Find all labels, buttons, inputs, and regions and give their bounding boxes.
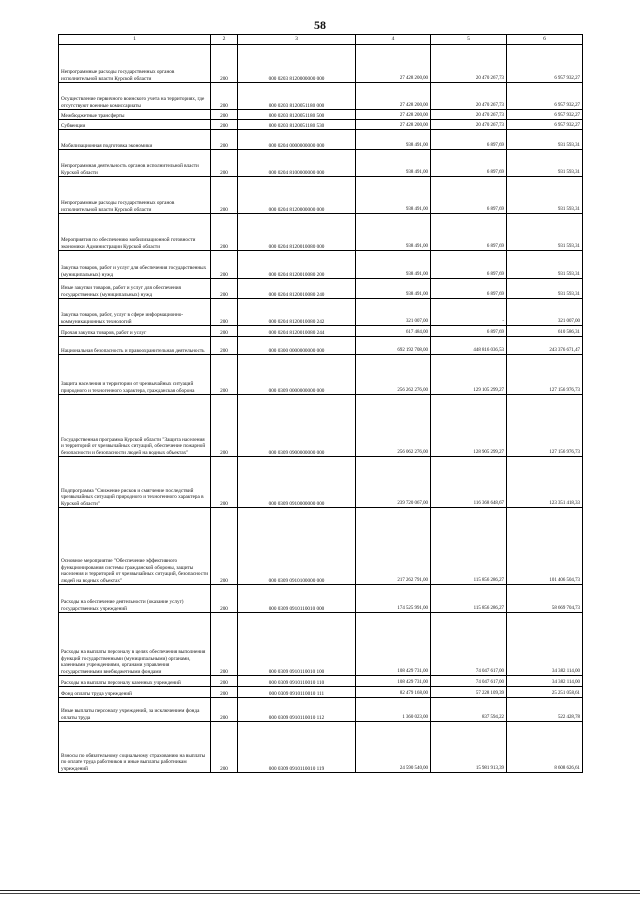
row-line-code-cell: 200 [211,214,238,251]
row-approved-cell: 217 262 791,00 [356,508,431,585]
table-row [59,110,583,120]
row-line-code-cell: 200 [211,279,238,299]
row-name-cell: Прочая закупка товаров, работ и услуг [59,326,211,337]
row-approved-cell: 938 491,00 [356,130,431,150]
row-name-cell: Мобилизационная подготовка экономики [59,130,211,150]
table-row [59,722,583,773]
row-budget-code-cell: 000 0204 8100000000 000 [238,150,356,177]
table-row [59,299,583,326]
table-row [59,130,583,150]
row-budget-code-cell: 000 0309 0910110010 100 [238,613,356,676]
row-name-cell: Расходы на выплаты персоналу в целях обеспечения выполнения функций государственными (муниципальными) органами, казенными учреждениями, органами управления государственными внебюджетными фондами [59,613,211,676]
row-line-code-cell: 200 [211,355,238,395]
row-approved-cell: 27 428 200,00 [356,110,431,120]
row-remaining-cell: 610 586,31 [507,326,583,337]
row-executed-cell: 115 856 286,27 [431,585,507,613]
row-name-cell: Непрограммная деятельность органов исполнительной власти Курской области [59,150,211,177]
row-name-cell: Субвенции [59,120,211,130]
table-row [59,687,583,698]
row-line-code-cell: 200 [211,722,238,773]
row-approved-cell: 27 428 200,00 [356,120,431,130]
row-remaining-cell: 931 593,31 [507,251,583,279]
row-line-code-cell: 200 [211,337,238,355]
row-remaining-cell: 8 608 626,61 [507,722,583,773]
row-approved-cell: 239 720 067,00 [356,457,431,508]
table-row [59,177,583,214]
row-line-code-cell: 200 [211,110,238,120]
row-line-code-cell: 200 [211,177,238,214]
row-remaining-cell: 243 376 671,47 [507,337,583,355]
row-approved-cell: 82 479 168,00 [356,687,431,698]
row-name-cell: Основное мероприятие "Обеспечение эффективного функционирования системы гражданской обороны, защиты населения и территорий от чрезвычайных ситуаций, безопасности людей на водных объектах" [59,508,211,585]
row-executed-cell: 20 470 267,73 [431,110,507,120]
row-name-cell: Иные закупки товаров, работ и услуг для обеспечения государственных (муниципальных) нужд [59,279,211,299]
row-remaining-cell: 321 007,00 [507,299,583,326]
row-approved-cell: 617 484,00 [356,326,431,337]
row-executed-cell: 128 905 299,27 [431,395,507,457]
row-budget-code-cell: 000 0309 0910000000 000 [238,457,356,508]
row-budget-code-cell: 000 0309 0910110010 112 [238,698,356,722]
table-row [59,676,583,687]
row-approved-cell: 108 429 731,00 [356,676,431,687]
row-name-cell: Национальная безопасность и правоохранительная деятельность [59,337,211,355]
row-line-code-cell: 200 [211,299,238,326]
row-name-cell: Иные выплаты персоналу учреждений, за исключением фонда оплаты труда [59,698,211,722]
table-row [59,698,583,722]
row-executed-cell: 20 470 267,73 [431,45,507,83]
row-executed-cell: 6 897,69 [431,130,507,150]
page-number: 58 [314,18,326,32]
row-executed-cell: 6 897,69 [431,279,507,299]
row-remaining-cell: 58 669 704,73 [507,585,583,613]
row-executed-cell: - [431,299,507,326]
row-remaining-cell: 931 593,31 [507,214,583,251]
row-remaining-cell: 6 957 932,27 [507,120,583,130]
row-name-cell: Осуществление первичного воинского учета на территориях, где отсутствуют военные комиссариаты [59,83,211,110]
row-executed-cell: 116 368 648,67 [431,457,507,508]
row-remaining-cell: 931 593,31 [507,130,583,150]
row-name-cell: Подпрограмма "Снижение рисков и смягчение последствий чрезвычайных ситуаций природного и техногенного характера в Курской области" [59,457,211,508]
row-remaining-cell: 931 593,31 [507,279,583,299]
row-executed-cell: 20 470 267,73 [431,83,507,110]
row-budget-code-cell: 000 0309 0910110010 119 [238,722,356,773]
row-line-code-cell: 200 [211,687,238,698]
table-row [59,120,583,130]
row-remaining-cell: 34 382 114,00 [507,676,583,687]
budget-table-sheet [58,34,582,773]
row-budget-code-cell: 000 0203 8120000000 000 [238,45,356,83]
row-executed-cell: 74 047 617,00 [431,613,507,676]
row-line-code-cell: 200 [211,457,238,508]
row-executed-cell: 6 897,69 [431,177,507,214]
column-header: 5 [431,35,507,45]
table-row [59,83,583,110]
row-approved-cell: 321 007,00 [356,299,431,326]
row-remaining-cell: 6 957 932,27 [507,110,583,120]
row-line-code-cell: 200 [211,251,238,279]
row-approved-cell: 27 428 200,00 [356,45,431,83]
table-row [59,355,583,395]
row-budget-code-cell: 000 0309 0000000000 000 [238,355,356,395]
row-budget-code-cell: 000 0309 0910100000 000 [238,508,356,585]
row-remaining-cell: 101 406 504,73 [507,508,583,585]
row-line-code-cell: 200 [211,83,238,110]
row-approved-cell: 27 428 200,00 [356,83,431,110]
row-budget-code-cell: 000 0204 8120010080 244 [238,326,356,337]
row-approved-cell: 938 491,00 [356,177,431,214]
row-name-cell: Мероприятия по обеспечению мобилизационной готовности экономики Администрации Курской области [59,214,211,251]
row-approved-cell: 692 192 708,00 [356,337,431,355]
row-approved-cell: 24 590 540,00 [356,722,431,773]
row-budget-code-cell: 000 0204 8120010080 240 [238,279,356,299]
row-budget-code-cell: 000 0204 8120010080 200 [238,251,356,279]
row-remaining-cell: 127 156 976,73 [507,355,583,395]
row-budget-code-cell: 000 0309 0910110010 000 [238,585,356,613]
bottom-divider [0,893,640,894]
row-name-cell: Закупка товаров, работ и услуг для обеспечения государственных (муниципальных) нужд [59,251,211,279]
row-executed-cell: 6 897,69 [431,214,507,251]
row-budget-code-cell: 000 0204 0000000000 000 [238,130,356,150]
row-remaining-cell: 931 593,31 [507,150,583,177]
row-line-code-cell: 200 [211,120,238,130]
row-executed-cell: 115 856 286,27 [431,508,507,585]
row-name-cell: Межбюджетные трансферты [59,110,211,120]
row-budget-code-cell: 000 0309 0910110010 111 [238,687,356,698]
row-approved-cell: 108 429 731,00 [356,613,431,676]
row-name-cell: Закупка товаров, работ, услуг в сфере информационно-коммуникационных технологий [59,299,211,326]
table-row [59,613,583,676]
row-budget-code-cell: 000 0309 0910110010 110 [238,676,356,687]
row-name-cell: Расходы на обеспечение деятельности (оказание услуг) государственных учреждений [59,585,211,613]
row-budget-code-cell: 000 0300 0000000000 000 [238,337,356,355]
row-line-code-cell: 200 [211,613,238,676]
column-header: 4 [356,35,431,45]
row-name-cell: Защита населения и территории от чрезвычайных ситуаций природного и техногенного характера, гражданская оборона [59,355,211,395]
row-budget-code-cell: 000 0204 8120010080 000 [238,214,356,251]
row-executed-cell: 6 897,69 [431,150,507,177]
row-line-code-cell: 200 [211,45,238,83]
table-row [59,337,583,355]
row-name-cell: Расходы на выплаты персоналу казенных учреждений [59,676,211,687]
row-approved-cell: 1 360 023,00 [356,698,431,722]
budget-table [58,34,583,773]
row-executed-cell: 20 470 267,73 [431,120,507,130]
row-executed-cell: 6 897,69 [431,251,507,279]
row-remaining-cell: 127 156 976,73 [507,395,583,457]
row-remaining-cell: 931 593,31 [507,177,583,214]
row-executed-cell: 15 981 913,39 [431,722,507,773]
row-remaining-cell: 6 957 932,27 [507,83,583,110]
row-approved-cell: 938 491,00 [356,150,431,177]
row-remaining-cell: 6 957 932,27 [507,45,583,83]
table-row [59,150,583,177]
row-name-cell: Непрограммные расходы государственных органов исполнительной власти Курской области [59,45,211,83]
row-name-cell: Непрограммные расходы государственных органов исполнительной власти Курской области [59,177,211,214]
row-executed-cell: 129 105 299,27 [431,355,507,395]
row-name-cell: Взносы по обязательному социальному страхованию на выплаты по оплате труда работников и иные выплаты работникам учреждений [59,722,211,773]
row-name-cell: Фонд оплаты труда учреждений [59,687,211,698]
bottom-divider [0,890,640,891]
row-budget-code-cell: 000 0204 8120010080 242 [238,299,356,326]
table-row [59,457,583,508]
row-line-code-cell: 200 [211,395,238,457]
row-line-code-cell: 200 [211,326,238,337]
row-approved-cell: 174 525 991,00 [356,585,431,613]
table-row [59,326,583,337]
row-remaining-cell: 123 351 418,33 [507,457,583,508]
table-row [59,508,583,585]
column-header: 1 [59,35,211,45]
table-row [59,395,583,457]
row-approved-cell: 938 491,00 [356,214,431,251]
row-approved-cell: 938 491,00 [356,279,431,299]
row-remaining-cell: 25 251 058,61 [507,687,583,698]
row-line-code-cell: 200 [211,698,238,722]
row-name-cell: Государственная программа Курской области "Защита населения и территорий от чрезвычайных ситуаций, обеспечение пожарной безопасности и безопасности людей на водных объектах" [59,395,211,457]
row-approved-cell: 938 491,00 [356,251,431,279]
column-header: 6 [507,35,583,45]
row-line-code-cell: 200 [211,130,238,150]
table-body [59,45,583,773]
row-approved-cell: 256 062 276,00 [356,395,431,457]
row-executed-cell: 448 816 036,53 [431,337,507,355]
row-executed-cell: 57 228 109,39 [431,687,507,698]
table-row [59,585,583,613]
row-budget-code-cell: 000 0203 8120051180 530 [238,120,356,130]
column-header: 2 [211,35,238,45]
table-row [59,251,583,279]
table-row [59,45,583,83]
row-budget-code-cell: 000 0309 0900000000 000 [238,395,356,457]
row-approved-cell: 256 262 276,00 [356,355,431,395]
row-line-code-cell: 200 [211,508,238,585]
row-budget-code-cell: 000 0204 8120000000 000 [238,177,356,214]
row-budget-code-cell: 000 0203 8120051180 500 [238,110,356,120]
table-row [59,279,583,299]
row-executed-cell: 6 897,69 [431,326,507,337]
row-remaining-cell: 522 428,78 [507,698,583,722]
column-header: 3 [238,35,356,45]
row-executed-cell: 837 594,22 [431,698,507,722]
row-executed-cell: 74 047 617,00 [431,676,507,687]
row-remaining-cell: 34 382 114,00 [507,613,583,676]
row-line-code-cell: 200 [211,676,238,687]
row-line-code-cell: 200 [211,150,238,177]
row-budget-code-cell: 000 0203 8120051180 000 [238,83,356,110]
table-row [59,214,583,251]
table-header-row [59,35,583,45]
row-line-code-cell: 200 [211,585,238,613]
